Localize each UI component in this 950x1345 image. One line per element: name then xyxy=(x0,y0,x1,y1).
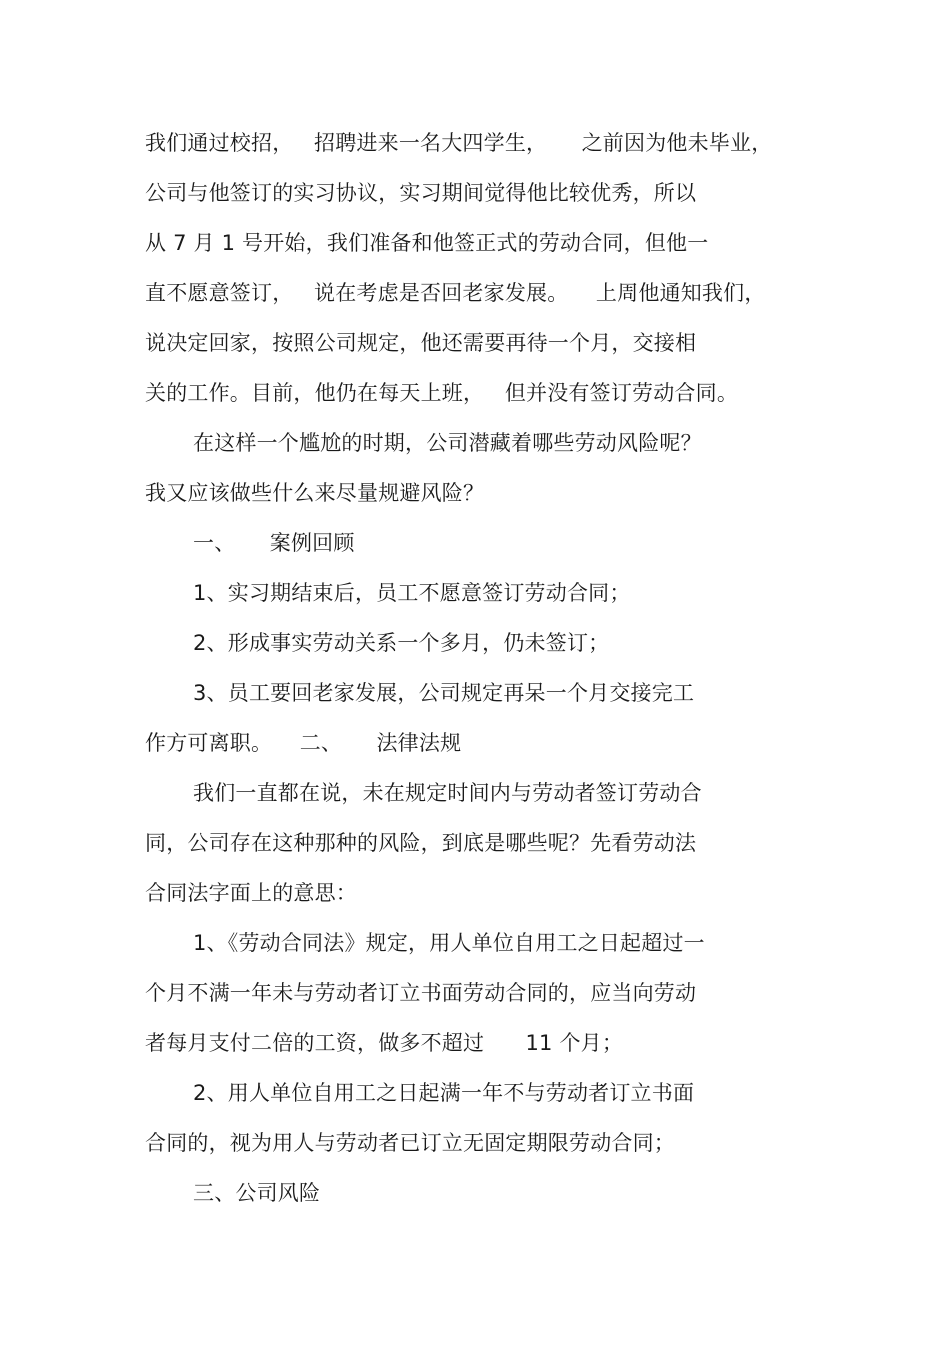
section-heading: 一、 案例回顾 xyxy=(193,531,355,555)
text-line: 我又应该做些什么来尽量规避风险？ xyxy=(145,481,485,505)
list-item: 2、用人单位自用工之日起满一年不与劳动者订立书面 xyxy=(193,1081,695,1105)
text-line: 合同法字面上的意思： xyxy=(145,881,357,905)
text-line: 我们通过校招， 招聘进来一名大四学生， 之前因为他未毕业， xyxy=(145,131,773,155)
text-line: 关的工作。目前，他仍在每天上班， 但并没有签订劳动合同。 xyxy=(145,381,739,405)
text-line: 直不愿意签订， 说在考虑是否回老家发展。 上周他通知我们， xyxy=(145,281,766,305)
text-line: 个月不满一年未与劳动者订立书面劳动合同的，应当向劳动 xyxy=(145,981,697,1005)
list-item: 2、形成事实劳动关系一个多月，仍未签订； xyxy=(193,631,610,655)
text-line: 公司与他签订的实习协议，实习期间觉得他比较优秀，所以 xyxy=(145,181,697,205)
text-line: 从 7 月 1 号开始，我们准备和他签正式的劳动合同，但他一 xyxy=(145,231,709,255)
section-heading: 三、公司风险 xyxy=(193,1181,321,1205)
text-line: 合同的，视为用人与劳动者已订立无固定期限劳动合同； xyxy=(145,1131,675,1155)
text-line: 说决定回家，按照公司规定，他还需要再待一个月，交接相 xyxy=(145,331,697,355)
document-body xyxy=(145,118,805,1218)
list-item: 3、员工要回老家发展，公司规定再呆一个月交接完工 xyxy=(193,681,695,705)
text-line: 在这样一个尴尬的时期，公司潜藏着哪些劳动风险呢？ xyxy=(193,431,702,455)
text-line: 同，公司存在这种那种的风险，到底是哪些呢？先看劳动法 xyxy=(145,831,697,855)
text-line: 我们一直都在说，未在规定时间内与劳动者签订劳动合 xyxy=(193,781,702,805)
text-line: 作方可离职。 二、 法律法规 xyxy=(145,731,462,755)
text-line: 者每月支付二倍的工资，做多不超过 11 个月； xyxy=(145,1031,624,1055)
list-item: 1、实习期结束后，员工不愿意签订劳动合同； xyxy=(193,581,631,605)
list-item: 1、《劳动合同法》规定，用人单位自用工之日起超过一 xyxy=(193,931,705,955)
